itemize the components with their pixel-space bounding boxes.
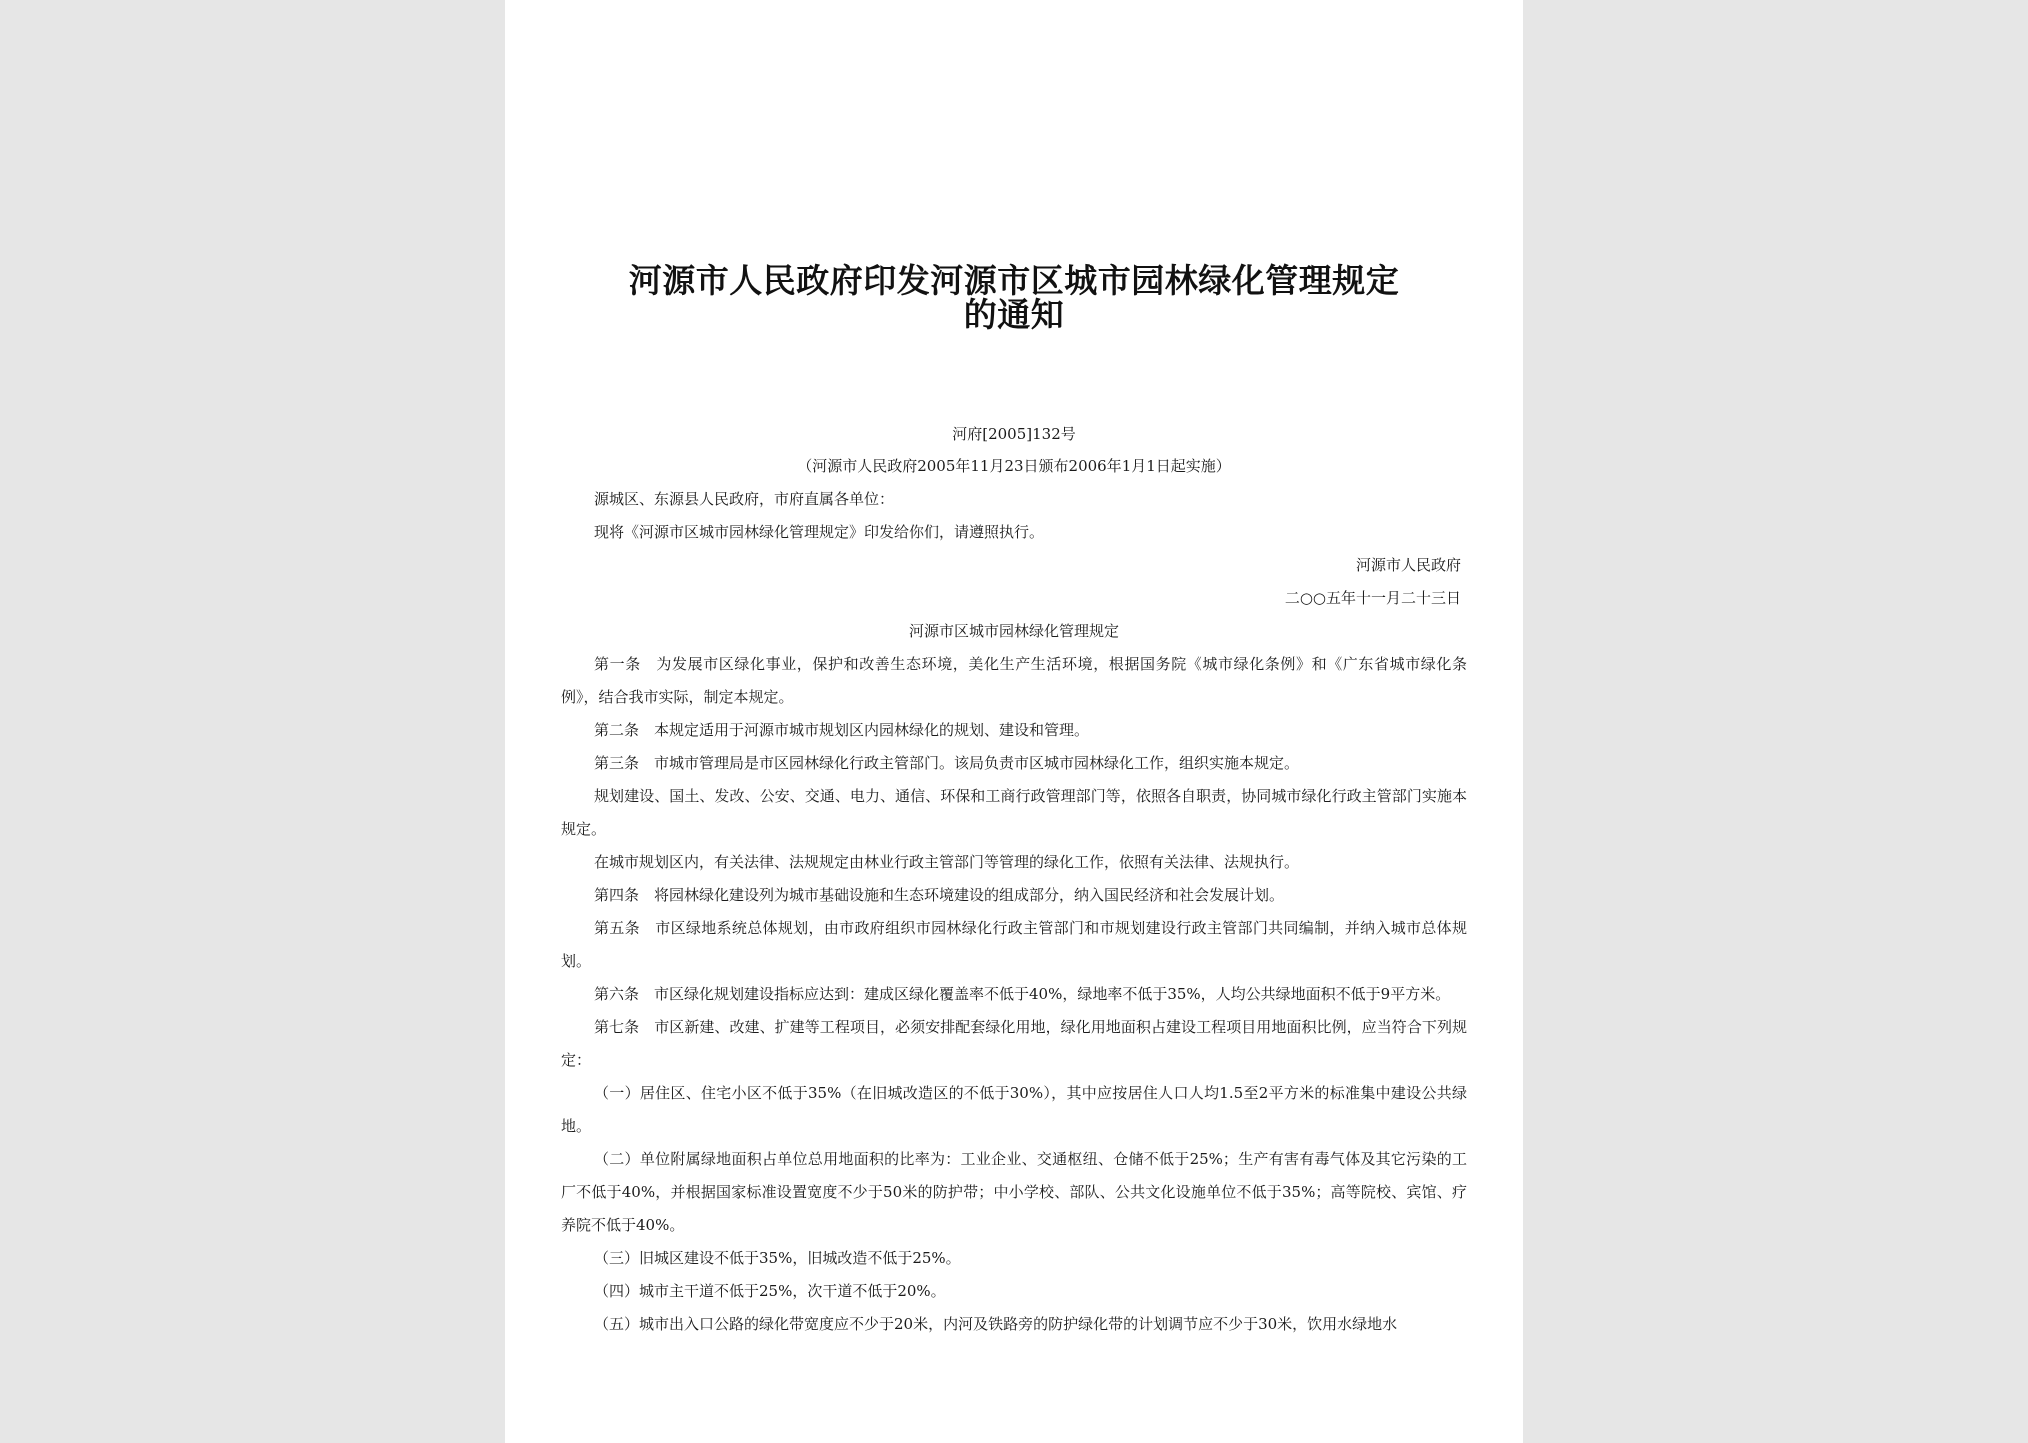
enactment-note: （河源市人民政府2005年11月23日颁布2006年1月1日起实施） — [797, 457, 1231, 475]
paragraph: （一）居住区、住宅小区不低于35%（在旧城改造区的不低于30%），其中应按居住人口人均1.5至2平方米的标准集中建设公共绿地。 — [561, 1084, 1467, 1135]
paragraph: （三）旧城区建设不低于35%，旧城改造不低于25%。 — [594, 1249, 961, 1267]
page-content — [561, 261, 1467, 1341]
document-body — [561, 483, 1467, 1341]
paragraph: 第三条 市城市管理局是市区园林绿化行政主管部门。该局负责市区城市园林绿化工作，组织实施本规定。 — [594, 754, 1300, 772]
paragraph: （二）单位附属绿地面积占单位总用地面积的比率为：工业企业、交通枢纽、仓储不低于25%；生产有害有毒气体及其它污染的工厂不低于40%，并根据国家标准设置宽度不少于50米的防护带；中小学校、部队、公共文化设施单位不低于35%；高等院校、宾馆、疗养院不低于40%。 — [561, 1150, 1467, 1234]
paragraph: 在城市规划区内，有关法律、法规规定由林业行政主管部门等管理的绿化工作，依照有关法律、法规执行。 — [594, 853, 1300, 871]
paragraph: 第七条 市区新建、改建、扩建等工程项目，必须安排配套绿化用地，绿化用地面积占建设工程项目用地面积比例，应当符合下列规定： — [561, 1018, 1467, 1069]
paragraph: 第二条 本规定适用于河源市城市规划区内园林绿化的规划、建设和管理。 — [594, 721, 1090, 739]
issuer: 河源市人民政府 — [1355, 556, 1461, 574]
paragraph: 第四条 将园林绿化建设列为城市基础设施和生态环境建设的组成部分，纳入国民经济和社会发展计划。 — [594, 886, 1285, 904]
addressee: 源城区、东源县人民政府，市府直属各单位： — [594, 490, 895, 508]
title-line-1: 河源市人民政府印发河源市区城市园林绿化管理规定 — [628, 261, 1400, 300]
paragraph: 规划建设、国土、发改、公安、交通、电力、通信、环保和工商行政管理部门等，依照各自职责，协同城市绿化行政主管部门实施本规定。 — [561, 787, 1467, 838]
paragraph: （四）城市主干道不低于25%，次干道不低于20%。 — [594, 1282, 946, 1300]
regulation-title: 河源市区城市园林绿化管理规定 — [908, 622, 1119, 640]
paragraph: 第一条 为发展市区绿化事业，保护和改善生态环境，美化生产生活环境，根据国务院《城市绿化条例》和《广东省城市绿化条例》，结合我市实际，制定本规定。 — [561, 655, 1467, 706]
title-line-2: 的通知 — [963, 295, 1065, 334]
paragraph: 第五条 市区绿地系统总体规划，由市政府组织市园林绿化行政主管部门和市规划建设行政主管部门共同编制，并纳入城市总体规划。 — [561, 919, 1467, 970]
paragraph: 第六条 市区绿化规划建设指标应达到：建成区绿化覆盖率不低于40%，绿地率不低于35%，人均公共绿地面积不低于9平方米。 — [594, 985, 1451, 1003]
issue-date: 二○○五年十一月二十三日 — [1284, 589, 1461, 607]
paragraph: （五）城市出入口公路的绿化带宽度应不少于20米，内河及铁路旁的防护绿化带的计划调节应不少于30米，饮用水绿地水 — [594, 1315, 1398, 1333]
notice-text: 现将《河源市区城市园林绿化管理规定》印发给你们，请遵照执行。 — [594, 523, 1045, 541]
document-page — [505, 0, 1523, 1443]
document-number: 河府[2005]132号 — [952, 425, 1076, 443]
document-title — [561, 261, 1467, 334]
